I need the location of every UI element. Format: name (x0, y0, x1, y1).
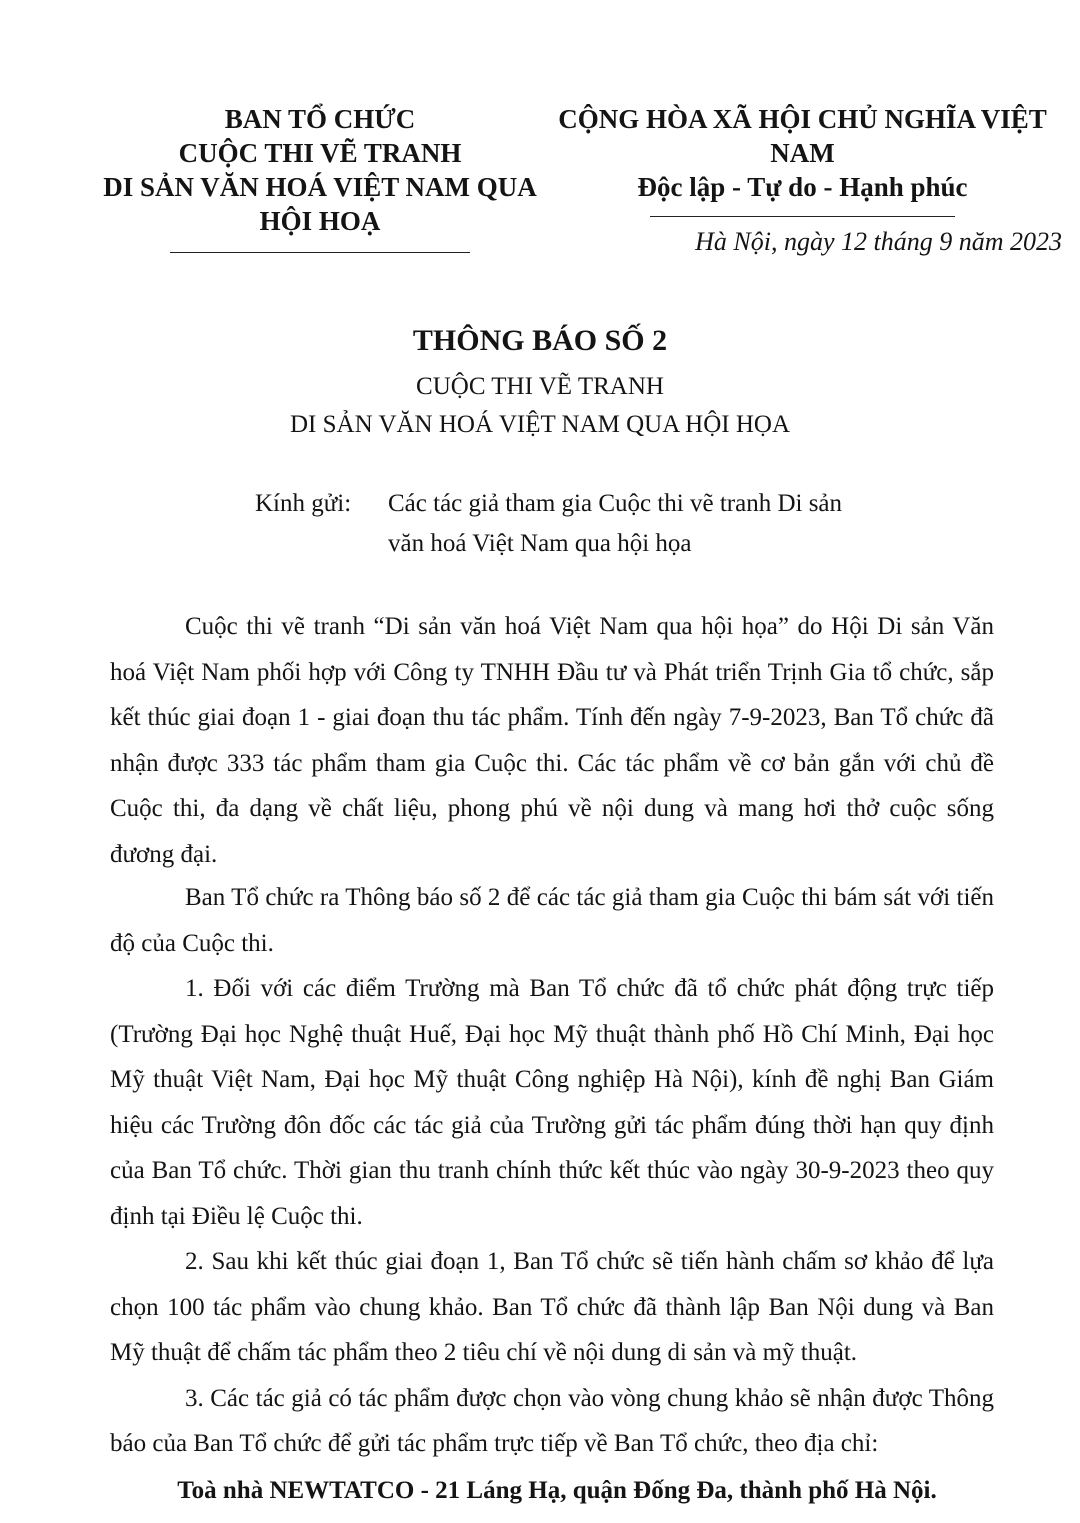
paragraph-purpose: Ban Tổ chức ra Thông báo số 2 để các tác giả tham gia Cuộc thi bám sát với tiến độ của Cuộc thi. (110, 884, 994, 957)
recipient-line-2: văn hoá Việt Nam qua hội họa (388, 530, 692, 557)
recipient-block (255, 484, 895, 564)
motto-underline (650, 216, 955, 217)
paragraph-intro: Cuộc thi vẽ tranh “Di sản văn hoá Việt Nam qua hội họa” do Hội Di sản Văn hoá Việt Nam phối hợp với Công ty TNHH Đầu tư và Phát triển Trịnh Gia tổ chức, sắp kết thúc giai đoạn 1 - giai đoạn thu tác phẩm. Tính đến ngày 7-9-2023, Ban Tổ chức đã nhận được 333 tác phẩm tham gia Cuộc thi. Các tác phẩm về cơ bản gắn với chủ đề Cuộc thi, đa dạng về chất liệu, phong phú về nội dung và mang hơi thở cuộc sống đương đại. (110, 613, 994, 868)
national-motto: Độc lập - Tự do - Hạnh phúc (637, 172, 968, 202)
paragraph-item-3: 3. Các tác giả có tác phẩm được chọn vào vòng chung khảo sẽ nhận được Thông báo của Ban Tổ chức để gửi tác phẩm trực tiếp về Ban Tổ chức, theo địa chỉ: (110, 1384, 994, 1457)
organizer-underline (170, 252, 470, 253)
document-body (110, 604, 994, 1513)
subtitle-1: CUỘC THI VẼ TRANH (416, 373, 664, 400)
national-header (530, 102, 1075, 217)
country-name: CỘNG HÒA XÃ HỘI CHỦ NGHĨA VIỆT NAM (558, 104, 1047, 168)
organizer-line-3: DI SẢN VĂN HOÁ VIỆT NAM QUA HỘI HOẠ (103, 172, 537, 236)
organizer-line-2: CUỘC THI VẼ TRANH (178, 138, 462, 168)
recipient-line-1: Các tác giả tham gia Cuộc thi vẽ tranh Di sản (388, 490, 843, 517)
subtitle-2: DI SẢN VĂN HOÁ VIỆT NAM QUA HỘI HỌA (290, 411, 790, 438)
document-title: THÔNG BÁO SỐ 2 (412, 324, 668, 357)
paragraph-item-1: 1. Đối với các điểm Trường mà Ban Tổ chức đã tổ chức phát động trực tiếp (Trường Đại học Nghệ thuật Huế, Đại học Mỹ thuật thành phố Hồ Chí Minh, Đại học Mỹ thuật Việt Nam, Đại học Mỹ thuật Công nghiệp Hà Nội), kính đề nghị Ban Giám hiệu các Trường đôn đốc các tác giả của Trường gửi tác phẩm đúng thời hạn quy định của Ban Tổ chức. Thời gian thu tranh chính thức kết thúc vào ngày 30-9-2023 theo quy định tại Điều lệ Cuộc thi. (110, 975, 994, 1230)
date-line: Hà Nội, ngày 12 tháng 9 năm 2023 (695, 227, 1062, 256)
title-block (0, 322, 1080, 444)
organizer-line-1: BAN TỔ CHỨC (224, 104, 416, 134)
paragraph-item-2: 2. Sau khi kết thúc giai đoạn 1, Ban Tổ chức sẽ tiến hành chấm sơ khảo để lựa chọn 100 tác phẩm vào chung khảo. Ban Tổ chức đã thành lập Ban Nội dung và Ban Mỹ thuật để chấm tác phẩm theo 2 tiêu chí về nội dung di sản và mỹ thuật. (110, 1248, 994, 1366)
recipient-label: Kính gửi: (255, 490, 352, 517)
mailing-address: Toà nhà NEWTATCO - 21 Láng Hạ, quận Đống Đa, thành phố Hà Nội. (177, 1476, 937, 1504)
recipient-text (388, 484, 842, 564)
organizer-header (100, 102, 540, 253)
